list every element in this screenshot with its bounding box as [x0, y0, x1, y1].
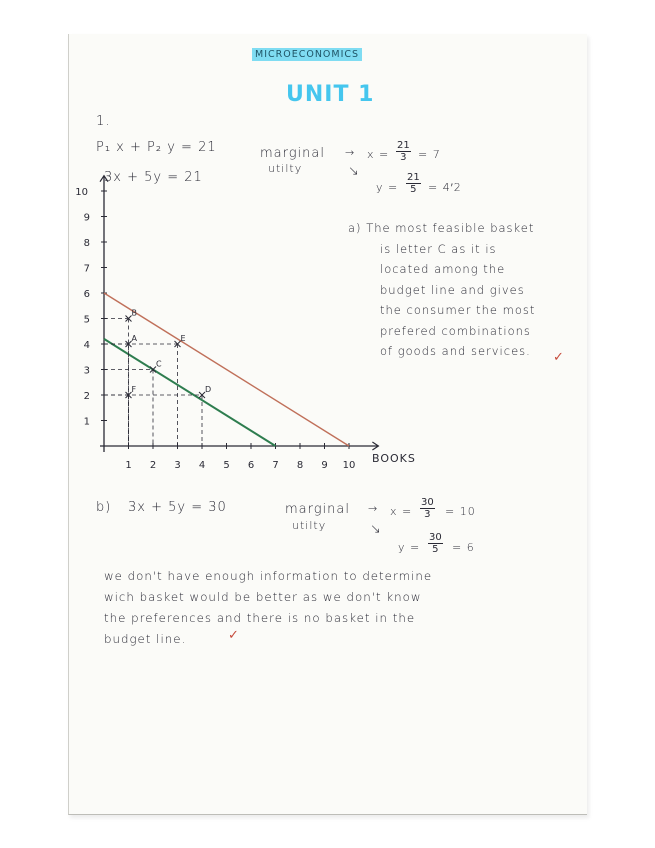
answer-b-text — [104, 566, 432, 650]
y-tick-label: 5 — [83, 314, 90, 326]
y-lhs-a: y = — [376, 181, 399, 194]
x-tick-label: 8 — [296, 460, 304, 471]
x-numerator-a: 21 — [397, 140, 410, 151]
utility-word-a: utilty — [268, 162, 303, 175]
y-result-a: = 4′2 — [428, 181, 462, 194]
y-tick-label: 3 — [83, 365, 90, 377]
part-b-label: b) — [96, 500, 112, 515]
x-denominator-b: 3 — [424, 509, 431, 520]
x-lhs-b: x = — [390, 505, 413, 518]
y-tick-label: 1 — [83, 416, 90, 428]
x-tick-label: 4 — [198, 460, 206, 471]
budget-equation-a: 3x + 5y = 21 — [104, 170, 203, 185]
x-lhs-a: x = — [367, 148, 390, 161]
y-numerator-b: 30 — [429, 532, 442, 543]
answer-a-line: budget line and gives — [380, 282, 525, 297]
point-label: B — [131, 308, 137, 318]
x-tick-label: 5 — [223, 460, 230, 471]
answer-a-line: the consumer the most — [380, 303, 536, 317]
point-label: A — [131, 334, 137, 343]
y-tick-label: 4 — [83, 340, 90, 351]
marginal-word-b: marginal — [285, 502, 350, 517]
y-result-b: = 6 — [452, 541, 475, 554]
answer-b-line: we don't have enough information to determine — [104, 569, 433, 583]
marginal-word-a: marginal — [260, 146, 325, 161]
arrow-right-icon: → — [368, 502, 379, 515]
check-mark-icon: ✓ — [553, 350, 564, 365]
y-tick-label: 10 — [75, 187, 88, 198]
answer-b-line: wich basket would be better as we don't know — [104, 590, 422, 604]
unit-title: UNIT 1 — [286, 82, 375, 107]
x-result-b: = 10 — [445, 505, 476, 518]
y-tick-label: 8 — [83, 238, 90, 249]
y-tick-label: 7 — [83, 263, 90, 275]
y-denominator-a: 5 — [410, 184, 417, 195]
x-axis-label: BOOKS — [372, 452, 416, 465]
x-fraction-b — [420, 497, 435, 520]
answer-a-line: of goods and services. — [380, 344, 531, 358]
subject-highlight: MICROECONOMICS — [252, 48, 362, 61]
x-tick-label: 9 — [321, 460, 328, 471]
arrow-down-right-icon: ↘ — [348, 164, 360, 179]
x-numerator-b: 30 — [421, 497, 434, 508]
y-lhs-b: y = — [398, 541, 421, 554]
answer-a-line: prefered combinations — [380, 323, 531, 338]
x-tick-label: 7 — [272, 460, 279, 471]
check-mark-icon: ✓ — [228, 628, 239, 643]
x-result-a: = 7 — [418, 148, 441, 161]
x-tick-label: 3 — [174, 460, 181, 471]
x-tick-label: 2 — [149, 460, 157, 471]
x-tick-label: 6 — [247, 460, 255, 471]
x-tick-label: 10 — [342, 460, 356, 471]
y-denominator-b: 5 — [432, 544, 439, 555]
arrow-down-right-icon: ↘ — [370, 522, 382, 537]
exercise-number: 1. — [96, 114, 111, 129]
x-denominator-a: 3 — [400, 152, 407, 163]
y-numerator-a: 21 — [407, 172, 420, 183]
point-label: E — [180, 334, 186, 343]
budget-equation-b: 3x + 5y = 30 — [128, 500, 227, 515]
budget-line-a — [104, 339, 276, 446]
answer-a-line: located among the — [380, 262, 506, 276]
budget-equation-general: P₁ x + P₂ y = 21 — [96, 140, 217, 155]
x-tick-label: 1 — [125, 460, 132, 471]
y-fraction-b — [428, 532, 443, 555]
y-tick-label: 2 — [83, 391, 90, 402]
point-label: C — [156, 359, 162, 369]
y-tick-label: 6 — [83, 289, 90, 300]
answer-b-line: budget line. — [104, 632, 187, 646]
answer-b-line: the preferences and there is no basket in the — [104, 611, 416, 625]
answer-a-line: is letter C as it is — [380, 241, 497, 256]
arrow-right-icon: → — [345, 146, 356, 159]
y-tick-label: 9 — [83, 212, 90, 224]
answer-a-line: a) The most feasible basket — [348, 221, 535, 235]
point-label: D — [205, 385, 212, 394]
point-label: F — [131, 385, 137, 394]
utility-word-b: utilty — [292, 519, 327, 532]
